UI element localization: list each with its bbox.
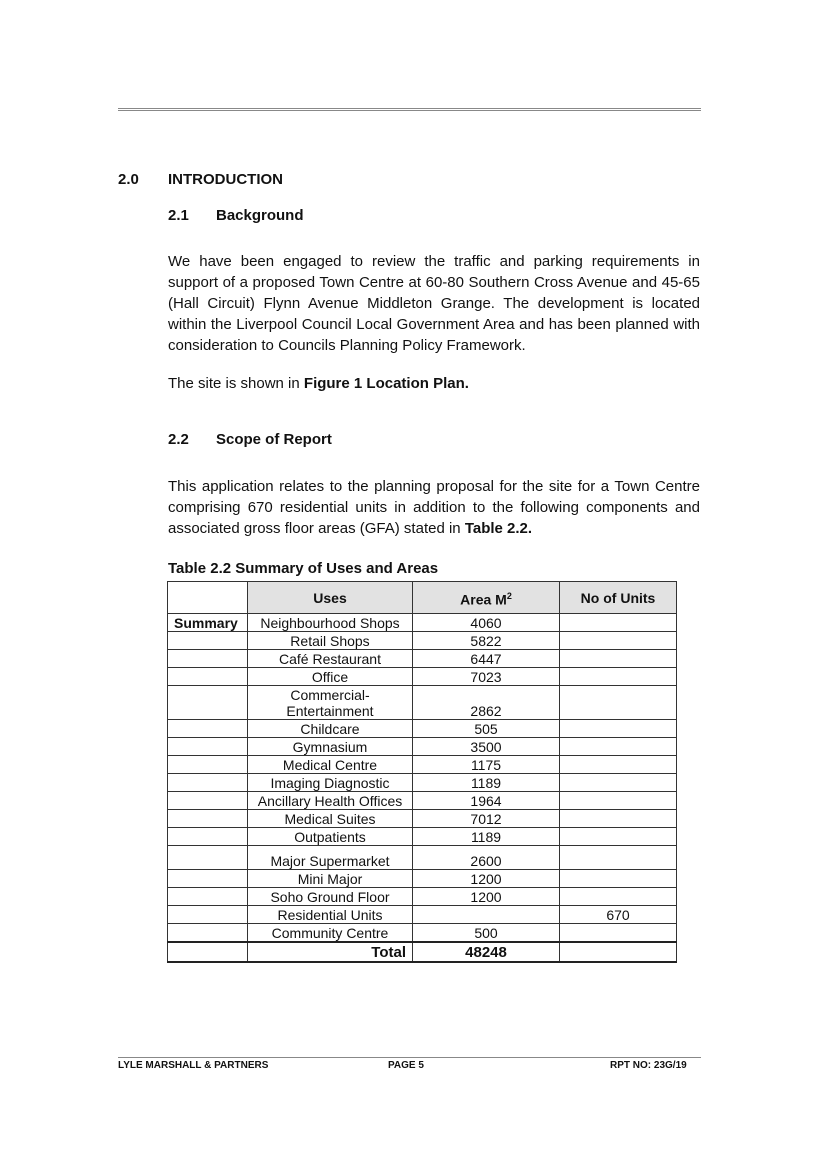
row-blank-cell — [168, 888, 248, 906]
units-cell — [560, 756, 677, 774]
units-cell — [560, 614, 677, 632]
use-cell: Medical Centre — [248, 756, 413, 774]
table-header-row — [168, 582, 677, 614]
table-row — [168, 828, 677, 846]
use-cell: Mini Major — [248, 870, 413, 888]
use-cell: Community Centre — [248, 924, 413, 942]
table-row — [168, 906, 677, 924]
use-cell-line1: Commercial- — [290, 687, 370, 703]
table-row — [168, 738, 677, 756]
area-cell: 7012 — [413, 810, 560, 828]
header-uses: Uses — [248, 582, 413, 614]
table-row — [168, 810, 677, 828]
header-area-superscript: 2 — [506, 590, 512, 601]
area-cell — [413, 906, 560, 924]
units-cell — [560, 720, 677, 738]
units-cell — [560, 924, 677, 942]
table-row — [168, 632, 677, 650]
header-area-label: Area M — [460, 591, 507, 608]
use-cell: Office — [248, 668, 413, 686]
area-cell: 2862 — [413, 686, 560, 720]
area-cell: 4060 — [413, 614, 560, 632]
row-blank-cell — [168, 792, 248, 810]
row-blank-cell — [168, 906, 248, 924]
table-caption: Table 2.2 Summary of Uses and Areas — [168, 560, 439, 577]
units-cell — [560, 810, 677, 828]
units-cell — [560, 650, 677, 668]
units-cell — [560, 668, 677, 686]
area-cell: 6447 — [413, 650, 560, 668]
units-cell — [560, 846, 677, 870]
units-cell — [560, 738, 677, 756]
row-blank-cell — [168, 720, 248, 738]
units-cell — [560, 792, 677, 810]
use-cell: Café Restaurant — [248, 650, 413, 668]
area-cell: 1189 — [413, 828, 560, 846]
row-blank-cell — [168, 924, 248, 942]
area-cell: 500 — [413, 924, 560, 942]
table-row — [168, 668, 677, 686]
table-row — [168, 686, 677, 720]
units-cell — [560, 888, 677, 906]
scope-text: This application relates to the planning proposal for the site for a Town Centre comprising 670 residential units in addition to the following components and associated gross floor areas (GFA) stated in — [168, 478, 700, 537]
header-rule — [118, 108, 701, 111]
row-blank-cell — [168, 810, 248, 828]
units-cell — [560, 828, 677, 846]
subsection-title-scope: Scope of Report — [216, 431, 332, 448]
subsection-number-scope: 2.2 — [168, 431, 189, 448]
row-blank-cell — [168, 650, 248, 668]
row-blank-cell — [168, 686, 248, 720]
header-blank — [168, 582, 248, 614]
subsection-number-background: 2.1 — [168, 207, 189, 224]
total-label: Total — [248, 942, 413, 962]
summary-label: Summary — [168, 614, 248, 632]
uses-areas-table — [167, 581, 677, 963]
use-cell: Soho Ground Floor — [248, 888, 413, 906]
table-row — [168, 924, 677, 942]
total-row — [168, 942, 677, 962]
table-row — [168, 846, 677, 870]
use-cell: Gymnasium — [248, 738, 413, 756]
area-cell: 505 — [413, 720, 560, 738]
header-units: No of Units — [560, 582, 677, 614]
figure-reference: Figure 1 Location Plan. — [303, 375, 469, 392]
row-blank-cell — [168, 846, 248, 870]
row-blank-cell — [168, 668, 248, 686]
row-blank-cell — [168, 738, 248, 756]
units-cell — [560, 774, 677, 792]
units-cell — [560, 870, 677, 888]
area-cell: 1189 — [413, 774, 560, 792]
table-row — [168, 888, 677, 906]
area-cell: 2600 — [413, 846, 560, 870]
use-cell: Retail Shops — [248, 632, 413, 650]
use-cell: Residential Units — [248, 906, 413, 924]
table-row — [168, 614, 677, 632]
table-row — [168, 792, 677, 810]
row-blank-cell — [168, 774, 248, 792]
location-plan-text: The site is shown in — [168, 375, 304, 392]
area-cell: 1175 — [413, 756, 560, 774]
use-cell: Childcare — [248, 720, 413, 738]
table-row — [168, 756, 677, 774]
location-plan-paragraph — [168, 373, 700, 394]
table-row — [168, 870, 677, 888]
use-cell — [248, 686, 413, 720]
footer-page: PAGE 5 — [388, 1060, 424, 1071]
scope-paragraph — [168, 476, 700, 539]
area-cell: 1964 — [413, 792, 560, 810]
row-blank-cell — [168, 828, 248, 846]
table-row — [168, 650, 677, 668]
area-cell: 7023 — [413, 668, 560, 686]
total-units-blank — [560, 942, 677, 962]
row-blank-cell — [168, 870, 248, 888]
use-cell: Major Supermarket — [248, 846, 413, 870]
footer-rule — [118, 1057, 701, 1058]
section-title: INTRODUCTION — [168, 171, 283, 188]
units-cell: 670 — [560, 906, 677, 924]
footer-report-number: RPT NO: 23G/19 — [610, 1060, 687, 1071]
row-blank-cell — [168, 632, 248, 650]
area-cell: 1200 — [413, 888, 560, 906]
table-reference: Table 2.2. — [464, 520, 533, 537]
table-row — [168, 774, 677, 792]
area-cell: 5822 — [413, 632, 560, 650]
area-cell: 1200 — [413, 870, 560, 888]
use-cell: Outpatients — [248, 828, 413, 846]
use-cell: Ancillary Health Offices — [248, 792, 413, 810]
area-cell: 3500 — [413, 738, 560, 756]
header-area — [413, 582, 560, 614]
units-cell — [560, 632, 677, 650]
footer-firm: LYLE MARSHALL & PARTNERS — [118, 1060, 269, 1071]
table-row — [168, 720, 677, 738]
row-blank-cell — [168, 756, 248, 774]
use-cell: Medical Suites — [248, 810, 413, 828]
use-cell: Neighbourhood Shops — [248, 614, 413, 632]
section-number: 2.0 — [118, 171, 139, 188]
table-body — [168, 614, 677, 962]
background-paragraph: We have been engaged to review the traffic and parking requirements in support of a proposed Town Centre at 60-80 Southern Cross Avenue and 45-65 (Hall Circuit) Flynn Avenue Middleton Grange. The development is located within the Liverpool Council Local Government Area and has been planned with consideration to Councils Planning Policy Framework. — [168, 253, 700, 354]
use-cell: Imaging Diagnostic — [248, 774, 413, 792]
use-cell-line2: Entertainment — [286, 703, 374, 719]
subsection-title-background: Background — [216, 207, 304, 224]
total-blank-cell — [168, 942, 248, 962]
total-area: 48248 — [413, 942, 560, 962]
units-cell — [560, 686, 677, 720]
